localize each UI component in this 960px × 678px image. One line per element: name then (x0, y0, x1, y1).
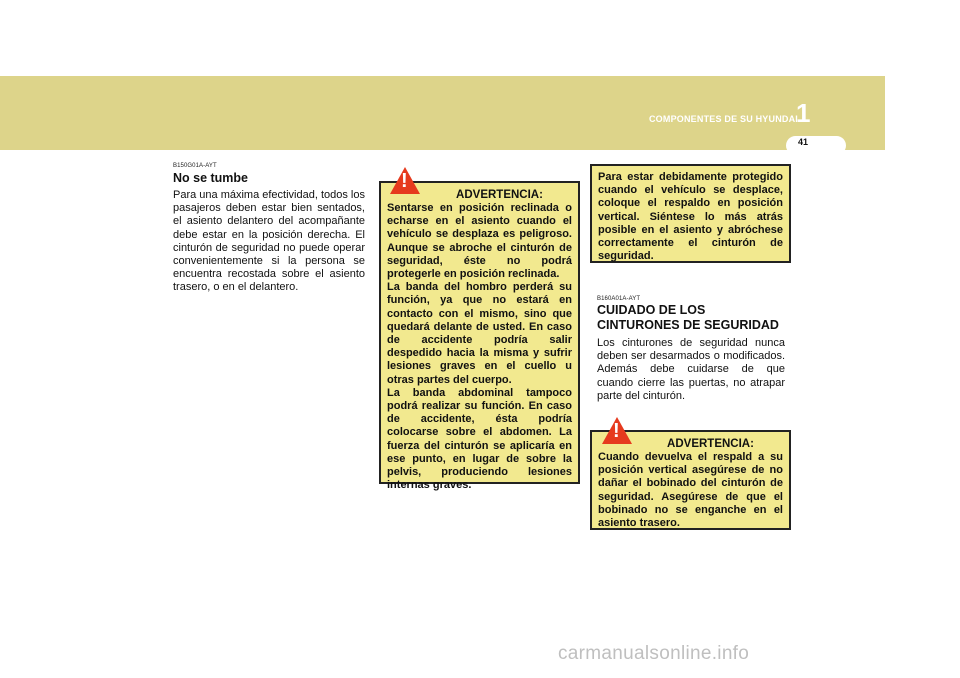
warning-title: ADVERTENCIA: (667, 438, 754, 450)
warning-triangle-icon: ! (390, 167, 420, 194)
page-number: 41 (797, 137, 808, 147)
section-body: Los cinturones de seguridad nunca deben ser desarmados o modificados. Además debe cuidarse de que cuando cierre las puertas, no atrapar parte del cinturón. (597, 337, 785, 402)
section-title: COMPONENTES DE SU HYUNDAI (648, 114, 798, 124)
warning-paragraph: Sentarse en posición reclinada o echarse en el asiento cuando el vehículo se desplaza es peligroso. Aunque se abroche el cinturón de seguridad, éste no podrá protegerle en posición reclinada. (387, 202, 572, 281)
warning-box-upright (590, 164, 791, 263)
header-band (0, 76, 885, 150)
warning-triangle-icon: ! (602, 417, 632, 444)
section-heading: CUIDADO DE LOS CINTURONES DE SEGURIDAD (597, 303, 779, 332)
chapter-number: 1 (796, 98, 811, 128)
watermark-text: carmanualsonline.info (558, 643, 750, 664)
warning-paragraph: La banda del hombro perderá su función, ya que no estará en contacto con el mismo, sino que quedará delante de usted. En caso de accidente podría salir despedido hacia la misma y sufrir lesiones graves en el cuello u otras partes del cuerpo. (387, 281, 572, 386)
section-code: B160A01A-AYT (597, 296, 641, 302)
section-cuidado-cinturones (597, 296, 785, 403)
section-heading: No se tumbe (173, 171, 249, 185)
warning-text: Para estar debidamente protegido cuando el vehículo se desplace, coloque el respaldo en posición vertical. Siéntese lo más atrás posible en el asiento y abróchese correctamente el cinturón de seguridad. (598, 171, 783, 263)
section-body: Para una máxima efectividad, todos los pasajeros deben estar bien sentados, el asiento delantero del acompañante debe estar en la posición derecha. El cinturón de seguridad no puede operar convenientemente si la persona se encuentra recostada sobre el asiento trasero, o en el delantero. (173, 189, 365, 294)
warning-text (387, 202, 572, 492)
warning-paragraph: La banda abdominal tampoco podrá realizar su función. En caso de accidente, ésta podría colocarse sobre el abdomen. La fuerza del cinturón se aplicaría en ese punto, en lugar de sobre la pelvis, produciendo lesiones internas graves. (387, 386, 572, 492)
warning-text: Cuando devuelva el respald a su posición vertical asegúrese de no dañar el bobinado del cinturón de seguridad. Asegúrese de que el bobinado no se enganche en el asiento trasero. (598, 451, 783, 530)
warning-box-retractor (590, 430, 791, 530)
section-no-se-tumbe (173, 163, 365, 295)
section-code: B150G01A-AYT (173, 163, 217, 169)
warning-title: ADVERTENCIA: (456, 189, 543, 201)
warning-box-reclined (379, 181, 580, 492)
